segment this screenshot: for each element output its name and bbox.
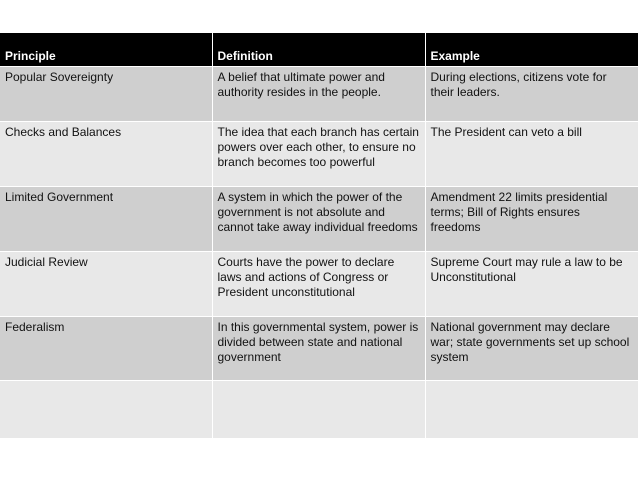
cell-example: Supreme Court may rule a law to be Unconstitutional xyxy=(425,251,638,316)
cell-definition xyxy=(212,380,425,438)
table-row xyxy=(0,251,638,316)
cell-definition: Courts have the power to declare laws and actions of Congress or President unconstitutional xyxy=(212,251,425,316)
cell-principle: Federalism xyxy=(0,316,212,380)
header-row xyxy=(0,33,638,66)
header-definition: Definition xyxy=(212,33,425,66)
header-example: Example xyxy=(425,33,638,66)
table-row xyxy=(0,186,638,251)
principles-table xyxy=(0,33,638,439)
table-body xyxy=(0,66,638,438)
cell-principle: Limited Government xyxy=(0,186,212,251)
table-row xyxy=(0,121,638,186)
cell-example: National government may declare war; state governments set up school system xyxy=(425,316,638,380)
table-row xyxy=(0,66,638,121)
cell-definition: A system in which the power of the government is not absolute and cannot take away individual freedoms xyxy=(212,186,425,251)
cell-example xyxy=(425,380,638,438)
cell-example: Amendment 22 limits presidential terms; Bill of Rights ensures freedoms xyxy=(425,186,638,251)
table-header xyxy=(0,33,638,66)
cell-definition: In this governmental system, power is divided between state and national government xyxy=(212,316,425,380)
header-principle: Principle xyxy=(0,33,212,66)
cell-definition: A belief that ultimate power and authority resides in the people. xyxy=(212,66,425,121)
cell-principle xyxy=(0,380,212,438)
cell-principle: Judicial Review xyxy=(0,251,212,316)
cell-definition: The idea that each branch has certain powers over each other, to ensure no branch becomes too powerful xyxy=(212,121,425,186)
table-row xyxy=(0,316,638,380)
cell-example: During elections, citizens vote for their leaders. xyxy=(425,66,638,121)
cell-example: The President can veto a bill xyxy=(425,121,638,186)
table-row-empty xyxy=(0,380,638,438)
cell-principle: Checks and Balances xyxy=(0,121,212,186)
cell-principle: Popular Sovereignty xyxy=(0,66,212,121)
